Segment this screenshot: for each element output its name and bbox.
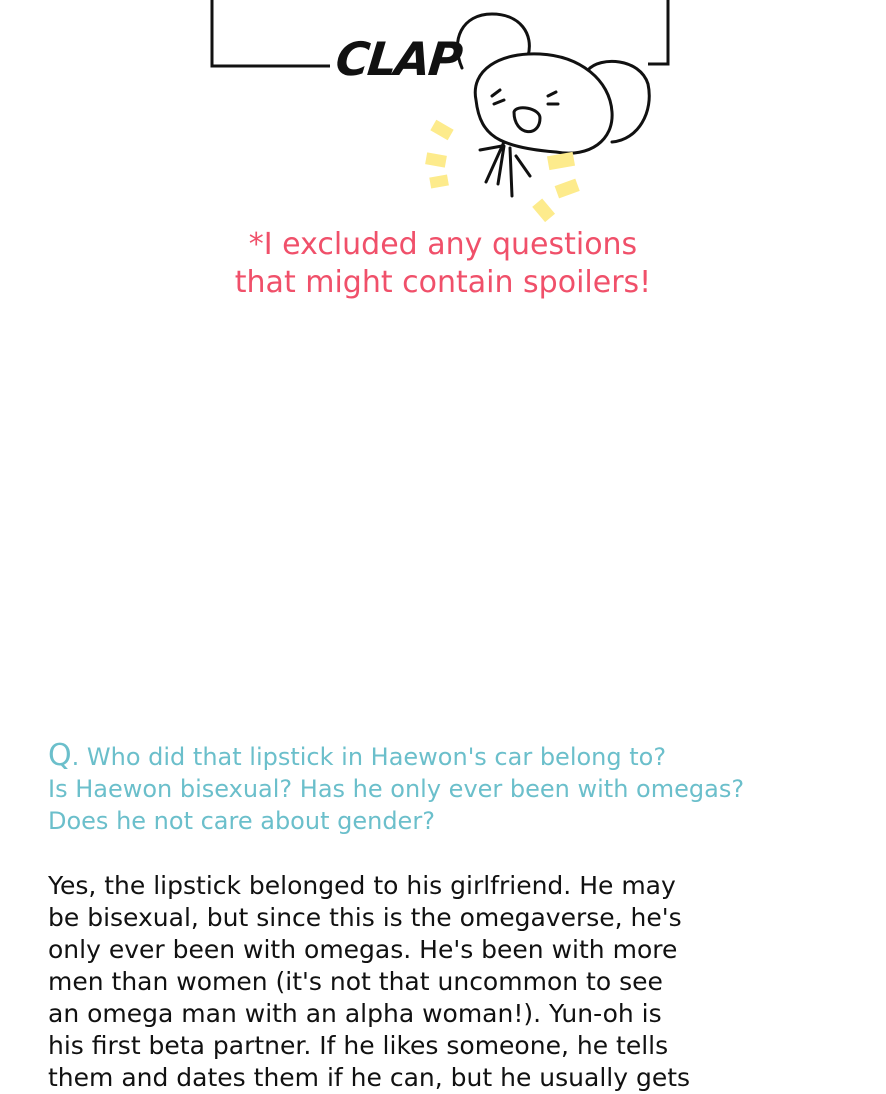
question-marker: Q [48, 738, 72, 773]
answer-line: Yes, the lipstick belonged to his girlfriend. He may [48, 871, 676, 900]
question-line: Does he not care about gender? [48, 807, 435, 835]
spoiler-note [0, 226, 886, 302]
answer-line: them and dates them if he can, but he usually gets [48, 1063, 691, 1092]
question-block [48, 740, 868, 837]
answer-line: men than women (it's not that uncommon to see [48, 967, 663, 996]
question-text: . Who did that lipstick in Haewon's car belong to? [71, 743, 667, 771]
note-line: that might contain spoilers! [234, 265, 652, 300]
answer-line: his first beta partner. If he likes someone, he tells [48, 1031, 669, 1060]
note-line: *I excluded any questions [248, 227, 638, 262]
question-line [48, 740, 868, 773]
answer-block [48, 870, 868, 1094]
sound-effect-text: CLAP [333, 32, 464, 86]
question-line: Is Haewon bisexual? Has he only ever been with omegas? [48, 775, 745, 803]
answer-line: be bisexual, but since this is the omegaverse, he's [48, 903, 682, 932]
answer-line: only ever been with omegas. He's been with more [48, 935, 678, 964]
answer-line: an omega man with an alpha woman!). Yun-oh is [48, 999, 662, 1028]
